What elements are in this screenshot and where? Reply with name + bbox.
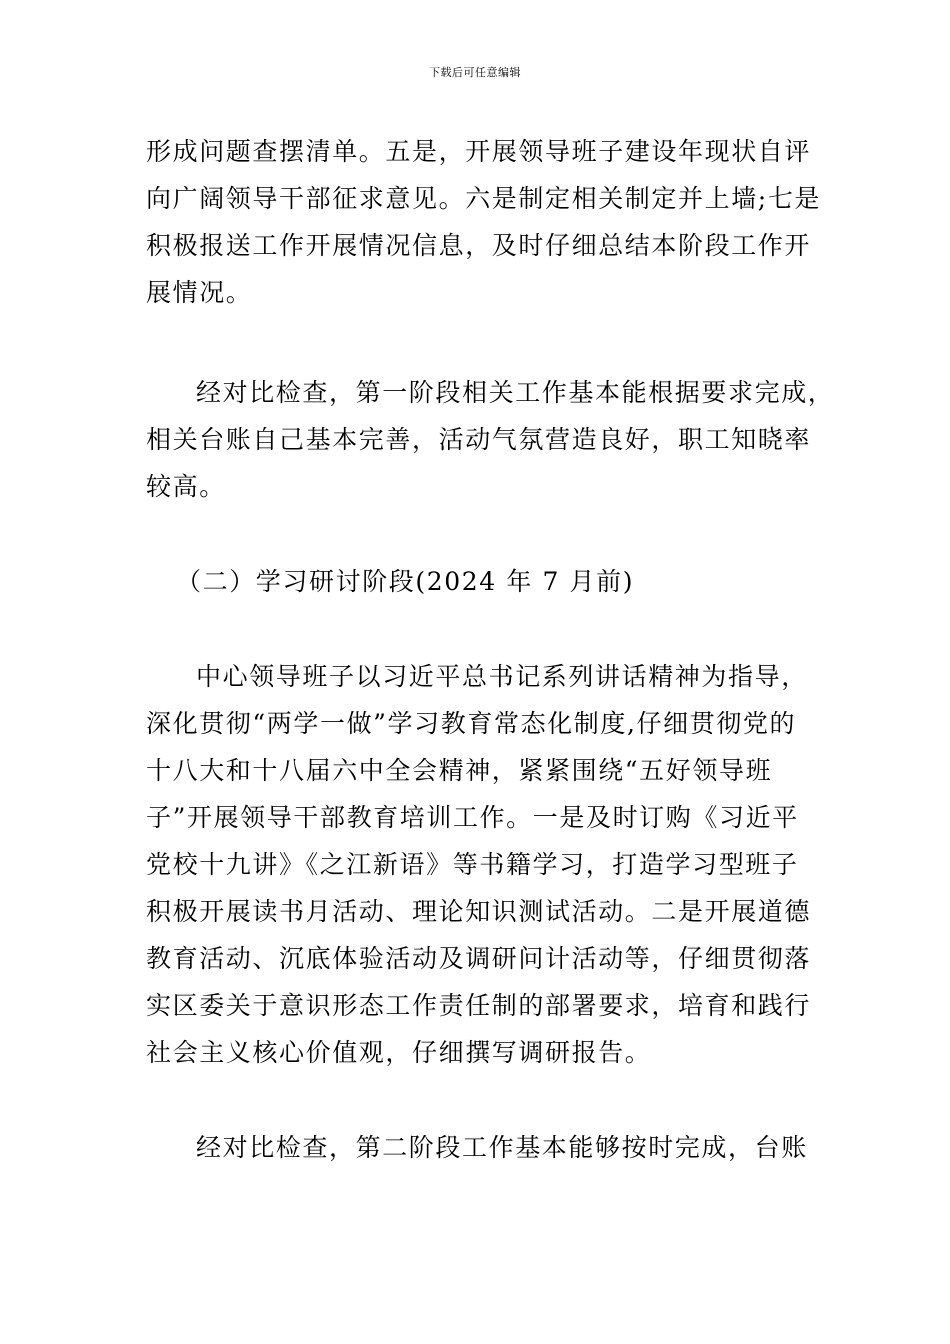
paragraph-study-stage [146, 653, 836, 1076]
text-line: 经对比检查，第二阶段工作基本能够按时完成，台账 [196, 1133, 808, 1162]
document-body [146, 128, 836, 1171]
text-line: 子”开展领导干部教育培训工作。一是及时订购《习近平 [146, 803, 799, 832]
section-heading [146, 558, 836, 605]
text-line: 积极开展读书月活动、理论知识测试活动。二是开展道德 [146, 897, 812, 926]
text-line: 党校十九讲》《之江新语》等书籍学习，打造学习型班子 [146, 850, 799, 879]
text-line: 教育活动、沉底体验活动及调研问计活动等，仔细贯彻落 [146, 944, 812, 973]
text-line: 积极报送工作开展情况信息，及时仔细总结本阶段工作开 [146, 231, 812, 260]
paragraph-stage-one-review [146, 369, 836, 510]
heading-text: （二）学习研讨阶段(2024 年 7 月前) [176, 567, 635, 596]
text-line: 社会主义核心价值观，仔细撰写调研报告。 [146, 1038, 652, 1067]
text-line: 形成问题查摆清单。五是，开展领导班子建设年现状自评 [146, 137, 812, 166]
text-line: 深化贯彻“两学一做”学习教育常态化制度,仔细贯彻党的 [146, 709, 797, 738]
text-line: 实区委关于意识形态工作责任制的部署要求，培育和践行 [146, 991, 812, 1020]
paragraph-continuation [146, 128, 836, 316]
text-line: 中心领导班子以习近平总书记系列讲话精神为指导， [196, 662, 808, 691]
text-line: 相关台账自己基本完善，活动气氛营造良好，职工知晓率 [146, 425, 812, 454]
page-header: 下载后可任意编辑 [429, 66, 521, 79]
paragraph-stage-two-review [146, 1124, 836, 1171]
text-line: 十八大和十八届六中全会精神，紧紧围绕“五好领导班 [146, 756, 773, 785]
text-line: 向广阔领导干部征求意见。六是制定相关制定并上墙;七是 [146, 184, 822, 213]
text-line: 经对比检查，第一阶段相关工作基本能根据要求完成， [196, 378, 835, 407]
text-line: 展情况。 [146, 278, 253, 307]
text-line: 较高。 [146, 472, 226, 501]
